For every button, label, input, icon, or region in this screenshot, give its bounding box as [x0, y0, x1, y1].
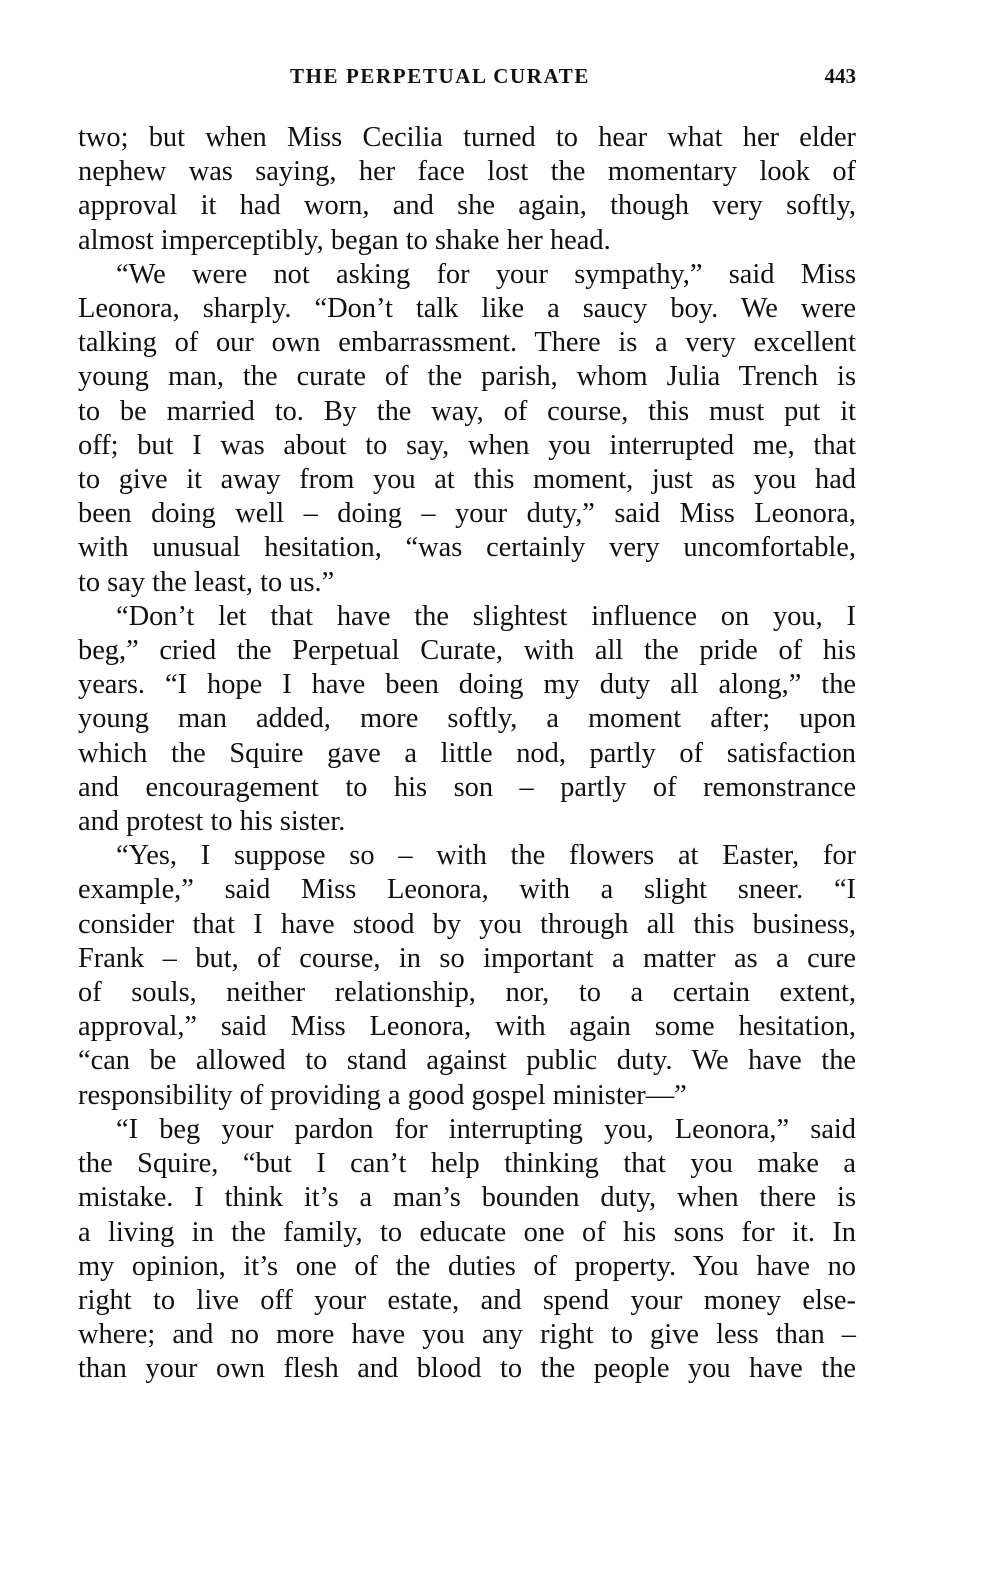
text-line: and encouragement to his son – partly of remonstrance — [78, 771, 856, 803]
text-line: example,” said Miss Leonora, with a slight sneer. “I — [78, 874, 856, 906]
text-line: the Squire, “but I can’t help thinking that you make a — [78, 1148, 856, 1180]
text-line: to be married to. By the way, of course, this must put it — [78, 395, 856, 427]
paragraph-1 — [78, 121, 856, 258]
paragraph-2 — [78, 258, 856, 600]
text-line: right to live off your estate, and spend your money else- — [78, 1284, 856, 1316]
text-line: approval it had worn, and she again, though very softly, — [78, 190, 856, 222]
text-line: “I beg your pardon for interrupting you, Leonora,” said — [116, 1113, 856, 1145]
text-line: “Yes, I suppose so – with the flowers at Easter, for — [116, 840, 856, 872]
text-line: years. “I hope I have been doing my duty all along,” the — [78, 669, 856, 701]
text-line: nephew was saying, her face lost the momentary look of — [78, 156, 856, 188]
text-line: where; and no more have you any right to give less than – — [78, 1319, 856, 1351]
text-line: which the Squire gave a little nod, partly of satisfaction — [78, 737, 856, 769]
page-number: 443 — [824, 64, 856, 88]
text-line: with unusual hesitation, “was certainly very uncomfortable, — [78, 532, 856, 564]
text-line: almost imperceptibly, began to shake her head. — [78, 224, 611, 256]
text-line: two; but when Miss Cecilia turned to hear what her elder — [78, 122, 856, 153]
running-head — [78, 64, 856, 96]
text-line: Frank – but, of course, in so important a matter as a cure — [78, 942, 856, 974]
running-title: THE PERPETUAL CURATE — [290, 64, 590, 88]
text-line: Leonora, sharply. “Don’t talk like a saucy boy. We were — [78, 293, 856, 325]
paragraph-3 — [78, 600, 856, 839]
text-line: been doing well – doing – your duty,” said Miss Leonora, — [78, 498, 856, 530]
text-line: young man, the curate of the parish, whom Julia Trench is — [78, 361, 856, 393]
text-line: a living in the family, to educate one of his sons for it. In — [78, 1216, 856, 1248]
text-line: “Don’t let that have the slightest influence on you, I — [116, 600, 856, 632]
text-line: of souls, neither relationship, nor, to a certain extent, — [78, 977, 856, 1009]
text-line: young man added, more softly, a moment after; upon — [78, 703, 856, 735]
text-line: consider that I have stood by you through all this business, — [78, 908, 856, 940]
body-text — [78, 121, 856, 1387]
paragraph-5 — [78, 1113, 856, 1387]
text-line: beg,” cried the Perpetual Curate, with all the pride of his — [78, 635, 856, 667]
text-line: mistake. I think it’s a man’s bounden duty, when there is — [78, 1182, 856, 1214]
text-line: my opinion, it’s one of the duties of property. You have no — [78, 1250, 856, 1282]
text-line: responsibility of providing a good gospel minister—” — [78, 1079, 687, 1111]
text-line: to give it away from you at this moment, just as you had — [78, 464, 856, 496]
text-line: off; but I was about to say, when you interrupted me, that — [78, 429, 856, 461]
text-line: “We were not asking for your sympathy,” said Miss — [116, 258, 856, 290]
text-line: talking of our own embarrassment. There is a very excellent — [78, 327, 856, 359]
paragraph-4 — [78, 839, 856, 1113]
text-line: approval,” said Miss Leonora, with again some hesitation, — [78, 1011, 856, 1043]
text-line: to say the least, to us.” — [78, 566, 335, 598]
text-line: than your own flesh and blood to the people you have the — [78, 1353, 856, 1385]
text-line: “can be allowed to stand against public duty. We have the — [78, 1045, 856, 1077]
text-line: and protest to his sister. — [78, 806, 346, 838]
